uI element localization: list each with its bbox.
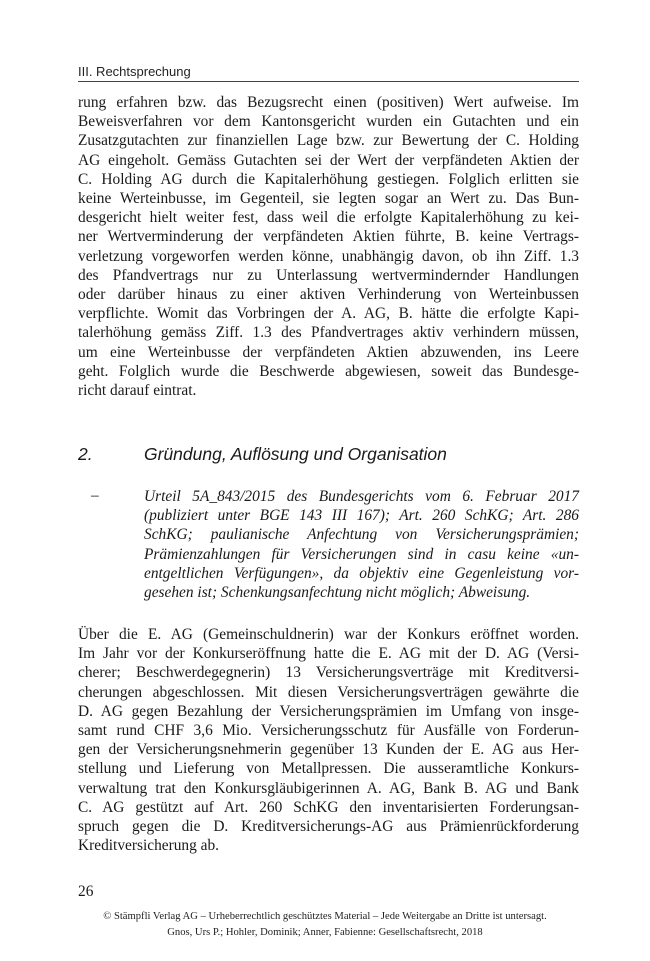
running-header: III. Rechtsprechung <box>78 64 191 79</box>
header-rule <box>78 81 579 82</box>
text-line: verwaltung trat den Konkursgläubigerinnen A. AG, Bank B. AG und Bank <box>78 779 579 797</box>
text-line: richt darauf eintrat. <box>78 382 197 400</box>
text-line: Im Jahr vor der Konkurseröffnung hatte die E. AG mit der D. AG (Versi- <box>78 645 579 663</box>
text-line: entgeltlichen Verfügungen», da objektiv eine Gegenleistung vor- <box>144 564 579 582</box>
page-number: 26 <box>78 883 94 900</box>
text-line: samt rund CHF 3,6 Mio. Versicherungsschutz für Ausfälle von Forderun- <box>78 722 579 740</box>
text-line: verpflichte. Womit das Vorbringen der A. AG, B. hätte die erfolgte Kapi- <box>78 305 579 323</box>
text-line: AG eingeholt. Gemäss Gutachten sei der Wert der verpfändeten Aktien der <box>78 151 579 169</box>
text-line: spruch gegen die D. Kreditversicherungs-AG aus Prämienrückforderung <box>78 818 579 836</box>
text-line: gesehen ist; Schenkungsanfechtung nicht möglich; Abweisung. <box>144 584 531 602</box>
text-line: desgericht hielt weiter fest, dass weil die erfolgte Kapitalerhöhung zu kei- <box>78 209 579 227</box>
text-line: ner Wertverminderung der verpfändeten Aktien führte, B. keine Vertrags- <box>78 228 579 246</box>
case-summary <box>144 487 579 602</box>
section-number: 2. <box>78 444 93 464</box>
text-line: geht. Folglich wurde die Beschwerde abgewiesen, soweit das Bundesge- <box>78 362 579 380</box>
citation-line: Gnos, Urs P.; Hohler, Dominik; Anner, Fabienne: Gesellschaftsrecht, 2018 <box>167 927 483 938</box>
text-line: talerhöhung gemäss Ziff. 1.3 des Pfandvertrages aktiv verhindern müssen, <box>78 324 579 342</box>
case-dash: – <box>91 487 99 504</box>
text-line: gen der Versicherungsnehmerin gegenüber 13 Kunden der E. AG aus Her- <box>78 741 579 759</box>
text-line: Über die E. AG (Gemeinschuldnerin) war der Konkurs eröffnet worden. <box>78 626 579 643</box>
text-line: Prämienzahlungen für Versicherungen sind in casu keine «un- <box>144 545 579 563</box>
text-line: keine Werteinbusse, im Gegenteil, sie legten sogar an Wert zu. Das Bun- <box>78 190 579 208</box>
text-line: cherungen abgeschlossen. Mit diesen Versicherungsverträgen gewährte die <box>78 683 579 701</box>
text-line: oder darüber hinaus zu einer aktiven Verhinderung von Werteinbussen <box>78 286 579 304</box>
section-title: Gründung, Auflösung und Organisation <box>144 444 447 464</box>
copyright-notice: © Stämpfli Verlag AG – Urheberrechtlich geschütztes Material – Jede Weitergabe an Dritte ist untersagt. <box>103 911 547 922</box>
text-line: verletzung vorgeworfen werden könne, unabhängig davon, ob ihn Ziff. 1.3 <box>78 247 579 265</box>
text-line: SchKG; paulianische Anfechtung von Versicherungsprämien; <box>144 526 579 544</box>
text-line: D. AG gegen Bezahlung der Versicherungsprämien im Umfang von insge- <box>78 702 579 720</box>
text-line: Beweisverfahren vor dem Kantonsgericht wurden ein Gutachten und ein <box>78 113 579 131</box>
text-line: um eine Werteinbusse der verpfändeten Aktien abzuwenden, ins Leere <box>78 343 579 361</box>
text-line: Kreditversicherung ab. <box>78 837 220 855</box>
paragraph-2 <box>78 625 579 855</box>
text-line: cherer; Beschwerdegegnerin) 13 Versicherungsverträge mit Kreditversi- <box>78 664 579 682</box>
text-line: C. AG gestützt auf Art. 260 SchKG den inventarisierten Forderungsan- <box>78 798 579 816</box>
text-line: Zusatzgutachten zur finanziellen Lage bzw. zur Bewertung der C. Holding <box>78 132 579 150</box>
text-line: rung erfahren bzw. das Bezugsrecht einen (positiven) Wert aufweise. Im <box>78 94 579 111</box>
text-line: C. Holding AG durch die Kapitalerhöhung gestiegen. Folglich erlitten sie <box>78 170 579 188</box>
text-line: Urteil 5A_843/2015 des Bundesgerichts vom 6. Februar 2017 <box>144 488 579 505</box>
text-line: stellung und Lieferung von Metallpressen. Die ausseramtliche Konkurs- <box>78 760 579 778</box>
text-line: des Pfandvertrags nur zu Unterlassung wertvermindernder Handlungen <box>78 266 579 284</box>
paragraph-1 <box>78 93 579 400</box>
text-line: (publiziert unter BGE 143 III 167); Art. 260 SchKG; Art. 286 <box>144 507 579 525</box>
